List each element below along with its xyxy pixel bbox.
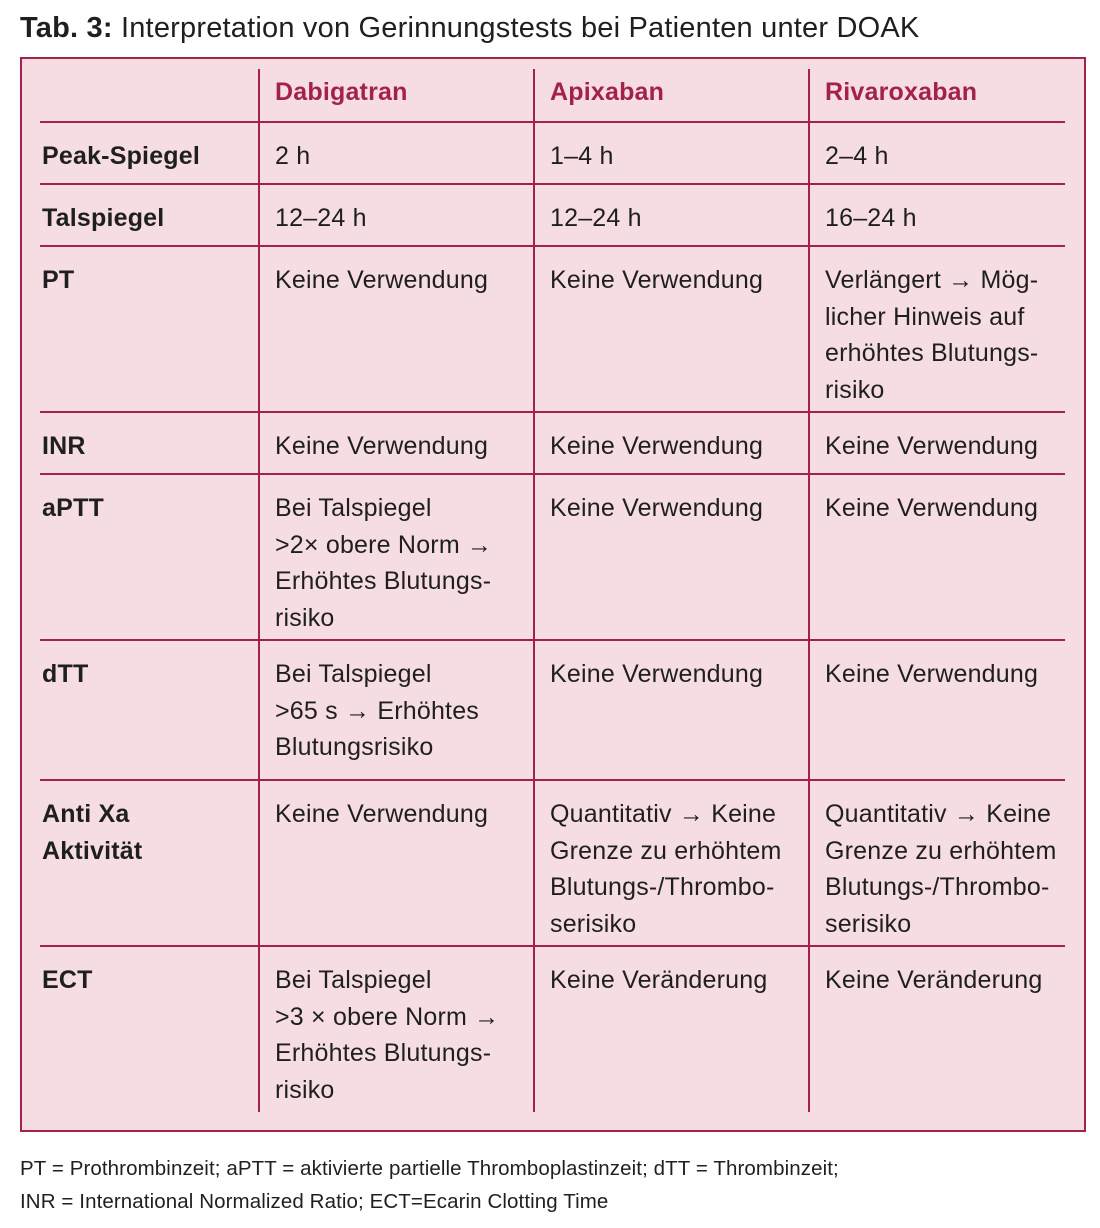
header-cell-dabigatran: Dabigatran	[259, 69, 534, 122]
table-cell: Bei Talspiegel >65 s → Erhöhtes Blutungsrisiko	[259, 640, 534, 780]
table-header-row	[40, 69, 1065, 122]
table-cell: Keine Verwendung	[534, 640, 809, 780]
table-cell: Keine Veränderung	[534, 946, 809, 1112]
table-cell: Keine Verwendung	[809, 412, 1065, 474]
row-label: aPTT	[40, 474, 259, 640]
header-cell-empty	[40, 69, 259, 122]
table-caption	[20, 10, 919, 46]
coagulation-tests-table	[40, 69, 1065, 1112]
table-cell: Quantitativ → Keine Grenze zu erhöhtem Blutungs-/Thrombo- serisiko	[809, 780, 1065, 946]
table-cell: Verlängert → Mög- licher Hinweis auf erhöhtes Blutungs- risiko	[809, 246, 1065, 412]
table-cell: Keine Verwendung	[259, 780, 534, 946]
table-row	[40, 640, 1065, 780]
table-cell: Keine Verwendung	[259, 412, 534, 474]
table-cell: Keine Verwendung	[534, 246, 809, 412]
footnote-line: INR = International Normalized Ratio; ECT=Ecarin Clotting Time	[20, 1190, 609, 1213]
row-label: dTT	[40, 640, 259, 780]
table-cell: 12–24 h	[259, 184, 534, 246]
table-cell: Bei Talspiegel >2× obere Norm → Erhöhtes Blutungs- risiko	[259, 474, 534, 640]
table-cell: 1–4 h	[534, 122, 809, 184]
row-label: INR	[40, 412, 259, 474]
table-cell: Keine Verwendung	[534, 412, 809, 474]
table-row	[40, 780, 1065, 946]
row-label: Talspiegel	[40, 184, 259, 246]
footnote-line: PT = Prothrombinzeit; aPTT = aktivierte partielle Thromboplastinzeit; dTT = Thrombinzeit;	[20, 1157, 839, 1180]
table-cell: 2–4 h	[809, 122, 1065, 184]
table-row	[40, 946, 1065, 1112]
abbreviations-footnote	[20, 1152, 1090, 1218]
table-row	[40, 246, 1065, 412]
row-label: ECT	[42, 966, 93, 994]
table-row	[40, 184, 1065, 246]
table-cell: Keine Verwendung	[534, 474, 809, 640]
table-cell: Keine Verwendung	[809, 640, 1065, 780]
table-caption-text: Interpretation von Gerinnungstests bei Patienten unter DOAK	[112, 12, 920, 44]
table-cell: 12–24 h	[534, 184, 809, 246]
header-cell-apixaban: Apixaban	[534, 69, 809, 122]
table-cell: Keine Verwendung	[809, 474, 1065, 640]
table-panel	[20, 57, 1086, 1132]
table-cell: 2 h	[259, 122, 534, 184]
header-cell-rivaroxaban: Rivaroxaban	[809, 69, 1065, 122]
row-label: PT	[40, 246, 259, 412]
table-row	[40, 122, 1065, 184]
table-row	[40, 412, 1065, 474]
table-row	[40, 474, 1065, 640]
table-cell: Keine Verwendung	[259, 246, 534, 412]
table-cell: 16–24 h	[809, 184, 1065, 246]
row-label: Anti Xa Aktivität	[40, 780, 259, 946]
table-cell: Keine Veränderung	[809, 946, 1065, 1112]
table-caption-label: Tab. 3:	[20, 12, 113, 44]
table-cell: Bei Talspiegel >3 × obere Norm → Erhöhtes Blutungs- risiko	[259, 946, 534, 1112]
row-label: Peak-Spiegel	[40, 122, 259, 184]
table-cell: Quantitativ → Keine Grenze zu erhöhtem Blutungs-/Thrombo- serisiko	[534, 780, 809, 946]
